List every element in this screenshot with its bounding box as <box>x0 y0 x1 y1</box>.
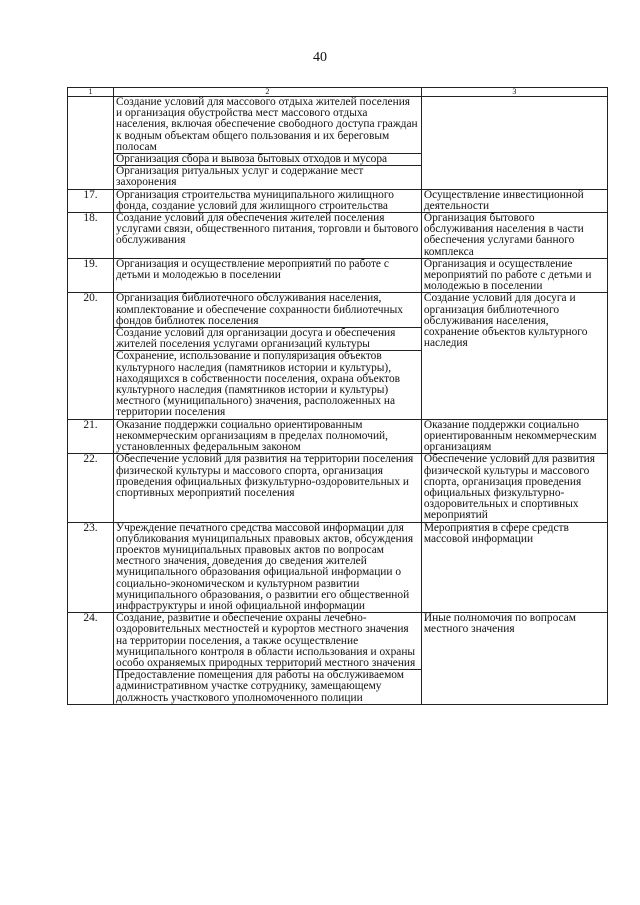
row-powers-cell <box>114 293 422 419</box>
row-activity-cell: Оказание поддержки социально ориентированным некоммерческим организациям <box>421 419 607 454</box>
header-col-3: 3 <box>421 88 607 97</box>
table-row <box>68 454 608 522</box>
row-number: 18. <box>68 213 114 259</box>
table-row <box>68 97 608 190</box>
row-powers-cell <box>114 258 422 293</box>
row-number: 20. <box>68 293 114 419</box>
row-activity-cell: Иные полномочия по вопросам местного значения <box>421 613 607 705</box>
table-row <box>68 613 608 705</box>
row-number: 17. <box>68 189 114 212</box>
power-item: Сохранение, использование и популяризация объектов культурного наследия (памятников истории и культуры), находящихся в собственности поселения, охрана объектов культурного наследия (памятников истории и культуры) местного (муниципального) значения, расположенных на территории поселения <box>116 350 401 419</box>
power-item: Организация библиотечного обслуживания населения, комплектование и обеспечение сохранности библиотечных фондов библиотек поселения <box>114 293 421 328</box>
row-powers-cell <box>114 213 422 259</box>
row-powers-cell <box>114 454 422 522</box>
table-row <box>68 258 608 293</box>
table-row <box>68 419 608 454</box>
power-item: Оказание поддержки социально ориентированным некоммерческим организациям в пределах полномочий, установленных федеральным законом <box>116 418 388 454</box>
power-item: Организация строительства муниципального жилищного фонда, создание условий для жилищного строительства <box>116 188 394 212</box>
table-row <box>68 522 608 613</box>
power-item: Организация и осуществление мероприятий по работе с детьми и молодежью в поселении <box>116 257 389 282</box>
row-activity-cell: Организация и осуществление мероприятий по работе с детьми и молодежью в поселении <box>421 258 607 293</box>
row-activity-cell: Обеспечение условий для развития физической культуры и массового спорта, организация проведения официальных физкультурно-оздоровительных и спортивных мероприятий <box>421 454 607 522</box>
power-item: Создание условий для организации досуга и обеспечения жителей поселения услугами организаций культуры <box>114 328 421 351</box>
header-col-1: 1 <box>68 88 114 97</box>
table-row <box>68 189 608 212</box>
row-number: 21. <box>68 419 114 454</box>
row-powers-cell <box>114 522 422 613</box>
table-row <box>68 293 608 419</box>
header-col-2: 2 <box>114 88 422 97</box>
row-number: 23. <box>68 522 114 613</box>
powers-table <box>67 87 608 705</box>
row-number: 22. <box>68 454 114 522</box>
row-activity-cell: Организация бытового обслуживания населения в части обеспечения услугами банного комплекса <box>421 213 607 259</box>
row-powers-cell <box>114 189 422 212</box>
power-item: Организация ритуальных услуг и содержание мест захоронения <box>116 165 364 189</box>
power-item: Организация сбора и вывоза бытовых отходов и мусора <box>114 154 421 166</box>
table-row <box>68 213 608 259</box>
row-powers-cell <box>114 613 422 705</box>
row-powers-cell <box>114 419 422 454</box>
row-activity-cell: Создание условий для досуга и организация библиотечного обслуживания населения, сохранение объектов культурного наследия <box>421 293 607 419</box>
row-number: 24. <box>68 613 114 705</box>
row-activity-cell: Осуществление инвестиционной деятельности <box>421 189 607 212</box>
row-number: 19. <box>68 258 114 293</box>
row-activity-cell: Мероприятия в сфере средств массовой информации <box>421 522 607 613</box>
power-item: Создание, развитие и обеспечение охраны лечебно-оздоровительных местностей и курортов местного значения на территории поселения, а также осуществление муниципального контроля в области использования и охраны особо охраняемых природных территорий местного значения <box>114 613 421 670</box>
page-number: 40 <box>313 50 327 65</box>
power-item: Создание условий для массового отдыха жителей поселения и организация обустройства мест массового отдыха населения, включая обеспечение свободного доступа граждан к водным объектам общего пользования и их береговым полосам <box>114 97 421 154</box>
power-item: Создание условий для обеспечения жителей поселения услугами связи, общественного питания, торговли и бытового обслуживания <box>116 212 419 247</box>
row-powers-cell <box>114 97 422 190</box>
row-number <box>68 97 114 190</box>
power-item: Обеспечение условий для развития на территории поселения физической культуры и массового спорта, организация проведения официальных физкультурно-оздоровительных и спортивных мероприятий поселения <box>116 453 414 499</box>
power-item: Предоставление помещения для работы на обслуживаемом административном участке сотруднику, замещающему должность участкового уполномоченного полиции <box>116 669 404 704</box>
power-item: Учреждение печатного средства массовой информации для опубликования муниципальных правовых актов, обсуждения проектов муниципальных правовых актов по вопросам местного значения, доведения до сведения жителей муниципального образования официальной информации о социально-экономическом и культурном развитии муниципального образования, о развитии его общественной инфраструктуры и иной официальной информации <box>116 521 414 612</box>
row-activity-cell <box>421 97 607 190</box>
